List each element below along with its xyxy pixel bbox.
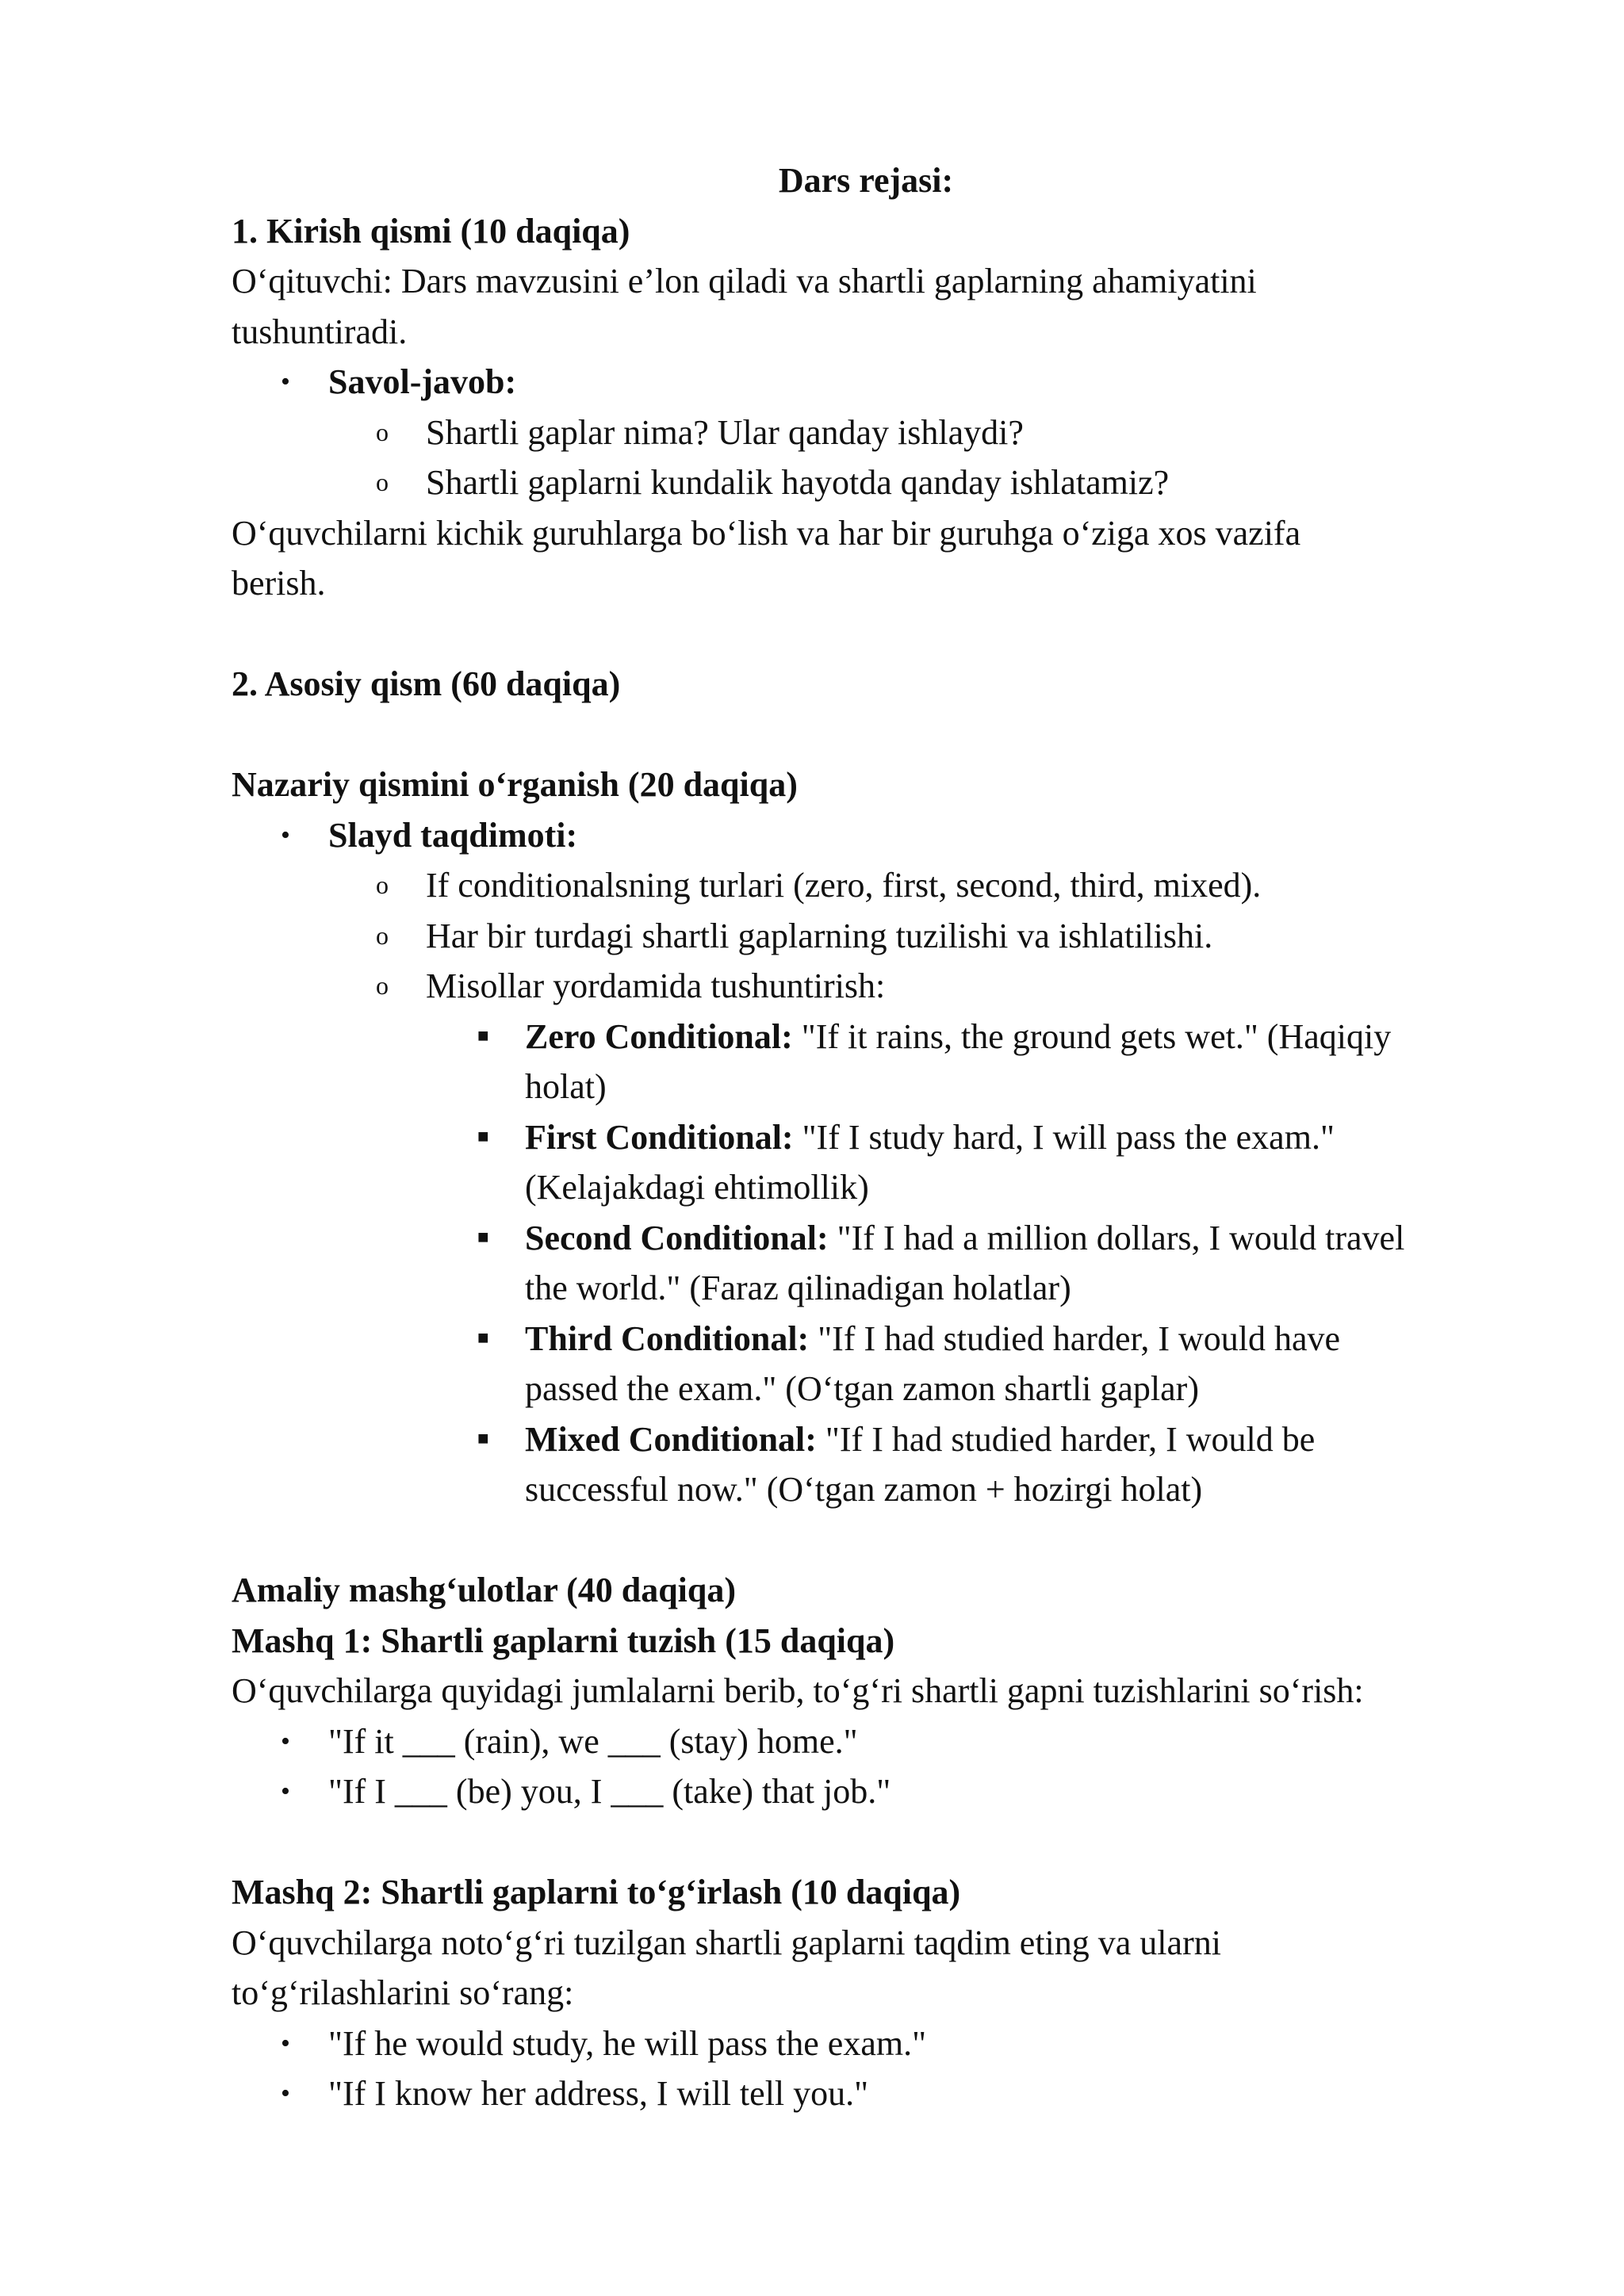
sub-bullet-item — [232, 860, 1500, 911]
circle-bullet-icon: o — [376, 468, 389, 496]
circle-bullet-icon: o — [376, 971, 389, 1000]
section-2-heading: 2. Asosiy qism (60 daqiqa) — [232, 664, 621, 703]
paragraph-line: O‘quvchilarga noto‘g‘ri tuzilgan shartli gaplarni taqdim eting va ularni — [232, 1923, 1221, 1962]
conditional-label: Second Conditional: — [525, 1218, 829, 1257]
conditional-item-first — [232, 1112, 1500, 1213]
paragraph-line: tushuntiradi. — [232, 312, 408, 351]
circle-bullet-icon: o — [376, 871, 389, 899]
bullet-icon: • — [281, 2028, 290, 2058]
spacer — [232, 1817, 1500, 1868]
circle-bullet-icon: o — [376, 417, 389, 446]
spacer — [232, 609, 1500, 660]
square-bullet-icon: ■ — [477, 1428, 489, 1449]
document-page — [232, 155, 1500, 2119]
sub-bullet-item — [232, 961, 1500, 1012]
bullet-icon: • — [281, 367, 290, 396]
conditional-example-cont: passed the exam." (O‘tgan zamon shartli gaplar) — [525, 1369, 1199, 1408]
bullet-label: Slayd taqdimoti: — [328, 815, 578, 855]
exercise-sentence: "If he would study, he will pass the exam." — [328, 2023, 927, 2063]
bullet-item — [232, 2068, 1500, 2119]
conditional-example-cont: holat) — [525, 1067, 607, 1106]
bullet-icon: • — [281, 1726, 290, 1756]
conditional-example: "If I had studied harder, I would have — [809, 1318, 1341, 1358]
conditional-label: First Conditional: — [525, 1117, 794, 1157]
paragraph-line: O‘qituvchi: Dars mavzusini e’lon qiladi va shartli gaplarning ahamiyatini — [232, 262, 1257, 300]
conditional-example: "If I study hard, I will pass the exam." — [793, 1117, 1335, 1157]
paragraph-line: to‘g‘rilashlarini so‘rang: — [232, 1973, 574, 2012]
bullet-item — [232, 1766, 1500, 1817]
theory-heading: Nazariy qismini o‘rganish (20 daqiqa) — [232, 765, 798, 804]
sub-bullet-item — [232, 457, 1500, 508]
square-bullet-icon: ■ — [477, 1327, 489, 1349]
sub-bullet-item — [232, 408, 1500, 458]
conditional-example: "If I had a million dollars, I would travel — [828, 1218, 1405, 1257]
bullet-item — [232, 357, 1500, 408]
conditional-example-cont: (Kelajakdagi ehtimollik) — [525, 1168, 869, 1207]
conditional-label: Mixed Conditional: — [525, 1419, 817, 1459]
conditional-label: Third Conditional: — [525, 1318, 810, 1358]
paragraph-line: berish. — [232, 564, 326, 603]
exercise-sentence: "If I know her address, I will tell you." — [328, 2074, 869, 2113]
sub-bullet-text: Misollar yordamida tushuntirish: — [426, 966, 886, 1005]
bullet-icon: • — [281, 1777, 290, 1806]
square-bullet-icon: ■ — [477, 1126, 489, 1147]
paragraph-line: O‘quvchilarga quyidagi jumlalarni berib, to‘g‘ri shartli gapni tuzishlarini so‘rish: — [232, 1671, 1364, 1710]
spacer — [232, 1515, 1500, 1566]
document-title: Dars rejasi: — [778, 161, 954, 200]
sub-bullet-item — [232, 911, 1500, 962]
conditional-example-cont: the world." (Faraz qilinadigan holatlar) — [525, 1269, 1071, 1307]
conditional-label: Zero Conditional: — [525, 1016, 793, 1056]
practice-heading: Amaliy mashg‘ulotlar (40 daqiqa) — [232, 1571, 737, 1609]
conditional-example-cont: successful now." (O‘tgan zamon + hozirgi holat) — [525, 1470, 1203, 1509]
section-1-heading: 1. Kirish qismi (10 daqiqa) — [232, 211, 630, 251]
sub-bullet-text: Shartli gaplar nima? Ular qanday ishlaydi? — [426, 412, 1024, 452]
bullet-item — [232, 1716, 1500, 1767]
conditional-example: "If I had studied harder, I would be — [816, 1419, 1316, 1459]
conditional-example: "If it rains, the ground gets wet." (Haqiqiy — [792, 1016, 1392, 1056]
conditional-item-zero — [232, 1012, 1500, 1112]
sub-bullet-text: Har bir turdagi shartli gaplarning tuzilishi va ishlatilishi. — [426, 916, 1213, 955]
bullet-label: Savol-javob: — [328, 362, 517, 401]
sub-bullet-text: If conditionalsning turlari (zero, first, second, third, mixed). — [426, 866, 1262, 905]
conditional-item-mixed — [232, 1414, 1500, 1515]
spacer — [232, 710, 1500, 760]
conditional-item-third — [232, 1314, 1500, 1414]
bullet-item — [232, 2019, 1500, 2069]
exercise-2-heading: Mashq 2: Shartli gaplarni to‘g‘irlash (10 daqiqa) — [232, 1873, 961, 1911]
exercise-1-heading: Mashq 1: Shartli gaplarni tuzish (15 daqiqa) — [232, 1621, 895, 1660]
exercise-sentence: "If it ___ (rain), we ___ (stay) home." — [328, 1721, 858, 1761]
square-bullet-icon: ■ — [477, 1025, 489, 1047]
bullet-item — [232, 810, 1500, 861]
square-bullet-icon: ■ — [477, 1226, 489, 1248]
sub-bullet-text: Shartli gaplarni kundalik hayotda qanday ishlatamiz? — [426, 463, 1170, 502]
paragraph-line: O‘quvchilarni kichik guruhlarga bo‘lish va har bir guruhga o‘ziga xos vazifa — [232, 513, 1301, 553]
bullet-icon: • — [281, 820, 290, 850]
exercise-sentence: "If I ___ (be) you, I ___ (take) that job." — [328, 1772, 891, 1811]
conditional-item-second — [232, 1213, 1500, 1314]
bullet-icon: • — [281, 2079, 290, 2108]
circle-bullet-icon: o — [376, 920, 389, 950]
